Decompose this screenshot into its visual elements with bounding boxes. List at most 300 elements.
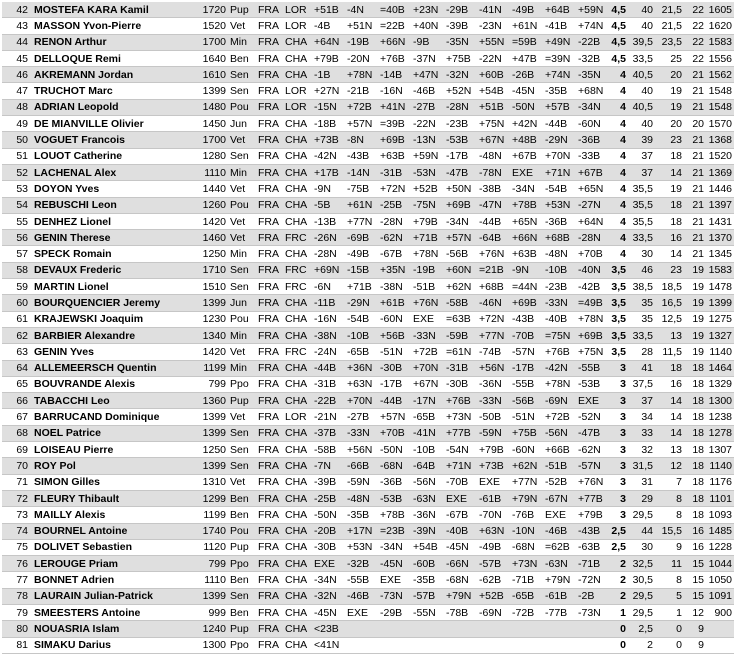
round-result-cell: -48N	[542, 246, 575, 262]
performance-cell: 1329	[706, 376, 734, 392]
round-result-cell: -51N	[509, 409, 542, 425]
round-result-cell: -17B	[509, 360, 542, 376]
tiebreak-1-cell: 29,5	[628, 507, 655, 523]
league-cell: CHA	[283, 637, 311, 653]
table-row	[2, 604, 734, 620]
category-cell: Sen	[228, 425, 256, 441]
round-result-cell: -39B	[443, 18, 476, 34]
rank-cell: 50	[2, 132, 32, 148]
elo-cell: 1450	[200, 116, 228, 132]
round-result-cell: +77B	[443, 425, 476, 441]
elo-cell: 1110	[200, 572, 228, 588]
round-result-cell: -45N	[509, 83, 542, 99]
table-row	[2, 637, 734, 653]
round-result-cell: <23B	[311, 621, 344, 637]
round-result-cell: +66B	[542, 442, 575, 458]
tiebreak-1-cell: 30	[628, 246, 655, 262]
round-result-cell: =22B	[377, 18, 410, 34]
elo-cell: 1399	[200, 83, 228, 99]
player-name-cell: BONNET Adrien	[32, 572, 200, 588]
round-result-cell: -50N	[509, 99, 542, 115]
player-name-cell: GENIN Therese	[32, 230, 200, 246]
round-result-cell: -46N	[476, 295, 509, 311]
points-cell: 1	[608, 604, 628, 620]
round-result-cell: -17B	[377, 376, 410, 392]
round-result-cell: -69N	[542, 393, 575, 409]
round-result-cell: EXE	[377, 572, 410, 588]
round-result-cell: -33N	[410, 327, 443, 343]
round-result-cell: -42N	[542, 360, 575, 376]
round-result-cell: -68N	[377, 458, 410, 474]
round-result-cell: -15N	[311, 99, 344, 115]
round-result-cell: +53N	[344, 539, 377, 555]
round-result-cell: -45N	[443, 539, 476, 555]
points-cell: 3,5	[608, 344, 628, 360]
round-result-cell: -10N	[509, 523, 542, 539]
category-cell: Sen	[228, 148, 256, 164]
points-cell: 4,5	[608, 50, 628, 66]
category-cell: Ben	[228, 50, 256, 66]
table-row	[2, 67, 734, 83]
category-cell: Min	[228, 34, 256, 50]
tiebreak-3-cell: 19	[684, 327, 706, 343]
round-result-cell: -33N	[542, 295, 575, 311]
round-result-cell: +74N	[575, 18, 608, 34]
performance-cell: 1370	[706, 230, 734, 246]
round-result-cell: -57N	[509, 344, 542, 360]
round-result-cell: =21B	[476, 262, 509, 278]
round-result-cell: -44B	[476, 213, 509, 229]
tiebreak-3-cell: 21	[684, 246, 706, 262]
points-cell: 3,5	[608, 279, 628, 295]
table-row	[2, 34, 734, 50]
elo-cell: 1420	[200, 344, 228, 360]
elo-cell: 1310	[200, 474, 228, 490]
elo-cell: 1460	[200, 230, 228, 246]
tiebreak-1-cell: 37,5	[628, 376, 655, 392]
round-result-cell: -47N	[476, 197, 509, 213]
round-result-cell: -37B	[311, 425, 344, 441]
tiebreak-3-cell: 15	[684, 572, 706, 588]
elo-cell: 999	[200, 604, 228, 620]
rank-cell: 48	[2, 99, 32, 115]
round-result-cell: +69B	[443, 197, 476, 213]
round-result-cell: =49B	[575, 295, 608, 311]
round-result-cell: -36B	[377, 474, 410, 490]
round-result-cell: -14B	[377, 67, 410, 83]
round-result-cell: +70B	[575, 246, 608, 262]
round-result-cell: -10B	[344, 327, 377, 343]
table-row	[2, 572, 734, 588]
round-result-cell: -60N	[575, 116, 608, 132]
table-row	[2, 393, 734, 409]
tiebreak-3-cell: 18	[684, 442, 706, 458]
round-result-cell: -40N	[575, 262, 608, 278]
tiebreak-2-cell: 14	[655, 246, 684, 262]
round-result-cell: +67N	[410, 376, 443, 392]
federation-cell: FRA	[256, 409, 283, 425]
tiebreak-1-cell: 33,5	[628, 50, 655, 66]
tiebreak-1-cell: 31	[628, 474, 655, 490]
category-cell: Vet	[228, 132, 256, 148]
round-result-cell: -35B	[344, 507, 377, 523]
table-row	[2, 132, 734, 148]
federation-cell: FRA	[256, 376, 283, 392]
table-row	[2, 83, 734, 99]
round-result-cell: -8N	[344, 132, 377, 148]
points-cell: 4	[608, 116, 628, 132]
round-result-cell: =63B	[443, 311, 476, 327]
round-result-cell: -9B	[410, 34, 443, 50]
tiebreak-2-cell: 11	[655, 556, 684, 572]
league-cell: CHA	[283, 376, 311, 392]
round-result-cell: =59B	[509, 34, 542, 50]
round-result-cell	[575, 621, 608, 637]
tiebreak-1-cell: 29,5	[628, 604, 655, 620]
round-result-cell: -44B	[377, 393, 410, 409]
league-cell: CHA	[283, 572, 311, 588]
performance-cell: 1228	[706, 539, 734, 555]
league-cell: CHA	[283, 132, 311, 148]
round-result-cell: -38N	[377, 279, 410, 295]
tiebreak-1-cell: 31,5	[628, 458, 655, 474]
round-result-cell: -73N	[575, 604, 608, 620]
league-cell: LOR	[283, 83, 311, 99]
tiebreak-1-cell: 29,5	[628, 588, 655, 604]
performance-cell: 900	[706, 604, 734, 620]
federation-cell: FRA	[256, 67, 283, 83]
category-cell: Pou	[228, 523, 256, 539]
tiebreak-1-cell: 39,5	[628, 34, 655, 50]
elo-cell: 1420	[200, 213, 228, 229]
table-row	[2, 490, 734, 506]
tiebreak-2-cell: 5	[655, 588, 684, 604]
tiebreak-3-cell: 22	[684, 50, 706, 66]
round-result-cell: -58B	[311, 442, 344, 458]
round-result-cell: +68N	[575, 83, 608, 99]
table-row	[2, 474, 734, 490]
category-cell: Sen	[228, 442, 256, 458]
category-cell: Jun	[228, 116, 256, 132]
round-result-cell: -68N	[443, 572, 476, 588]
points-cell: 4,5	[608, 34, 628, 50]
round-result-cell: +76N	[410, 295, 443, 311]
performance-cell: 1307	[706, 442, 734, 458]
federation-cell: FRA	[256, 556, 283, 572]
tiebreak-2-cell: 15,5	[655, 523, 684, 539]
player-name-cell: SIMAKU Darius	[32, 637, 200, 653]
round-result-cell: -11B	[311, 295, 344, 311]
tiebreak-1-cell: 35,5	[628, 197, 655, 213]
league-cell: CHA	[283, 246, 311, 262]
round-result-cell: -20N	[344, 50, 377, 66]
standings-table	[2, 2, 734, 654]
performance-cell: 1446	[706, 181, 734, 197]
round-result-cell: -47B	[443, 164, 476, 180]
round-result-cell: -55N	[410, 604, 443, 620]
round-result-cell: +61N	[509, 18, 542, 34]
elo-cell: 1399	[200, 409, 228, 425]
round-result-cell: -48N	[344, 490, 377, 506]
player-name-cell: LEROUGE Priam	[32, 556, 200, 572]
tiebreak-3-cell: 18	[684, 458, 706, 474]
player-name-cell: NOUASRIA Islam	[32, 621, 200, 637]
performance-cell: 1485	[706, 523, 734, 539]
round-result-cell: +55N	[476, 34, 509, 50]
player-name-cell: DE MIANVILLE Olivier	[32, 116, 200, 132]
tiebreak-3-cell: 16	[684, 539, 706, 555]
round-result-cell: -18B	[311, 116, 344, 132]
round-result-cell: +40N	[410, 18, 443, 34]
tiebreak-3-cell: 19	[684, 311, 706, 327]
round-result-cell: EXE	[476, 474, 509, 490]
round-result-cell: +64B	[542, 2, 575, 18]
league-cell: CHA	[283, 442, 311, 458]
table-row	[2, 230, 734, 246]
points-cell: 3	[608, 425, 628, 441]
tiebreak-3-cell: 21	[684, 148, 706, 164]
round-result-cell	[509, 637, 542, 653]
round-result-cell: +64N	[311, 34, 344, 50]
tiebreak-2-cell: 8	[655, 490, 684, 506]
league-cell: CHA	[283, 164, 311, 180]
tiebreak-1-cell: 28	[628, 344, 655, 360]
round-result-cell: -29B	[377, 604, 410, 620]
tiebreak-2-cell: 7	[655, 474, 684, 490]
tiebreak-2-cell: 0	[655, 637, 684, 653]
round-result-cell: +71B	[344, 279, 377, 295]
points-cell: 4	[608, 148, 628, 164]
round-result-cell: -9N	[509, 262, 542, 278]
category-cell: Sen	[228, 67, 256, 83]
rank-cell: 64	[2, 360, 32, 376]
player-name-cell: ROY Pol	[32, 458, 200, 474]
round-result-cell: -31B	[377, 164, 410, 180]
tiebreak-3-cell: 9	[684, 621, 706, 637]
round-result-cell: -56N	[410, 474, 443, 490]
performance-cell: 1275	[706, 311, 734, 327]
points-cell: 0	[608, 621, 628, 637]
round-result-cell: -43B	[575, 523, 608, 539]
round-result-cell: -54B	[344, 311, 377, 327]
round-result-cell	[344, 637, 377, 653]
league-cell: CHA	[283, 327, 311, 343]
tiebreak-1-cell: 35,5	[628, 213, 655, 229]
federation-cell: FRA	[256, 360, 283, 376]
federation-cell: FRA	[256, 50, 283, 66]
tiebreak-3-cell: 12	[684, 604, 706, 620]
performance-cell: 1140	[706, 344, 734, 360]
category-cell: Vet	[228, 409, 256, 425]
federation-cell: FRA	[256, 507, 283, 523]
elo-cell: 1240	[200, 621, 228, 637]
round-result-cell: +17N	[344, 523, 377, 539]
tiebreak-1-cell: 30,5	[628, 572, 655, 588]
round-result-cell: +66N	[509, 230, 542, 246]
round-result-cell: -2B	[575, 588, 608, 604]
round-result-cell: -7N	[311, 458, 344, 474]
federation-cell: FRA	[256, 327, 283, 343]
round-result-cell	[476, 621, 509, 637]
elo-cell: 1610	[200, 67, 228, 83]
table-row	[2, 409, 734, 425]
round-result-cell: -45N	[377, 556, 410, 572]
round-result-cell: -50N	[377, 442, 410, 458]
table-row	[2, 197, 734, 213]
round-result-cell: -49B	[344, 246, 377, 262]
round-result-cell: -32B	[575, 50, 608, 66]
league-cell: CHA	[283, 393, 311, 409]
round-result-cell: -65B	[344, 344, 377, 360]
performance-cell: 1431	[706, 213, 734, 229]
rank-cell: 66	[2, 393, 32, 409]
rank-cell: 54	[2, 197, 32, 213]
round-result-cell: +69N	[311, 262, 344, 278]
league-cell: CHA	[283, 588, 311, 604]
league-cell: FRC	[283, 344, 311, 360]
round-result-cell: -74B	[476, 344, 509, 360]
round-result-cell: -50N	[311, 507, 344, 523]
round-result-cell: +79N	[443, 588, 476, 604]
tiebreak-1-cell: 37	[628, 393, 655, 409]
round-result-cell: -51B	[410, 279, 443, 295]
category-cell: Pup	[228, 2, 256, 18]
points-cell: 3,5	[608, 311, 628, 327]
tiebreak-1-cell: 29	[628, 490, 655, 506]
category-cell: Ben	[228, 490, 256, 506]
round-result-cell: -31B	[443, 360, 476, 376]
round-result-cell: -53B	[443, 132, 476, 148]
round-result-cell: -33B	[575, 148, 608, 164]
round-result-cell: -60N	[377, 311, 410, 327]
round-result-cell: -26B	[509, 67, 542, 83]
tiebreak-1-cell: 2,5	[628, 621, 655, 637]
round-result-cell: -34N	[509, 181, 542, 197]
round-result-cell: -46B	[344, 588, 377, 604]
round-result-cell: +64N	[575, 213, 608, 229]
round-result-cell: -69B	[344, 230, 377, 246]
rank-cell: 60	[2, 295, 32, 311]
league-cell: CHA	[283, 556, 311, 572]
points-cell: 2	[608, 556, 628, 572]
tiebreak-2-cell: 23,5	[655, 34, 684, 50]
round-result-cell: +57N	[344, 116, 377, 132]
federation-cell: FRA	[256, 442, 283, 458]
round-result-cell: +69B	[509, 295, 542, 311]
round-result-cell: -48N	[476, 148, 509, 164]
rank-cell: 46	[2, 67, 32, 83]
points-cell: 4,5	[608, 2, 628, 18]
player-name-cell: TRUCHOT Marc	[32, 83, 200, 99]
rank-cell: 55	[2, 213, 32, 229]
league-cell: LOR	[283, 18, 311, 34]
category-cell: Ppo	[228, 637, 256, 653]
player-name-cell: FLEURY Thibault	[32, 490, 200, 506]
tiebreak-3-cell: 20	[684, 116, 706, 132]
league-cell: FRC	[283, 262, 311, 278]
round-result-cell: +60B	[476, 67, 509, 83]
category-cell: Sen	[228, 458, 256, 474]
round-result-cell: =44N	[509, 279, 542, 295]
round-result-cell: +76B	[443, 393, 476, 409]
round-result-cell: -43B	[509, 311, 542, 327]
points-cell: 3	[608, 490, 628, 506]
elo-cell: 1740	[200, 523, 228, 539]
category-cell: Ben	[228, 572, 256, 588]
player-name-cell: MOSTEFA KARA Kamil	[32, 2, 200, 18]
round-result-cell: -64B	[476, 230, 509, 246]
round-result-cell: +72B	[542, 409, 575, 425]
round-result-cell: +53N	[542, 197, 575, 213]
performance-cell: 1238	[706, 409, 734, 425]
federation-cell: FRA	[256, 474, 283, 490]
tiebreak-2-cell: 14	[655, 409, 684, 425]
round-result-cell: -31B	[311, 376, 344, 392]
round-result-cell: -57B	[410, 588, 443, 604]
tiebreak-3-cell: 21	[684, 181, 706, 197]
round-result-cell: +54B	[410, 539, 443, 555]
table-row	[2, 311, 734, 327]
round-result-cell: -68N	[509, 539, 542, 555]
league-cell: LOR	[283, 99, 311, 115]
rank-cell: 62	[2, 327, 32, 343]
round-result-cell: -58B	[443, 295, 476, 311]
league-cell: LOR	[283, 2, 311, 18]
player-name-cell: SMEESTERS Antoine	[32, 604, 200, 620]
table-row	[2, 262, 734, 278]
round-result-cell: -23B	[542, 279, 575, 295]
round-result-cell: +51B	[476, 99, 509, 115]
round-result-cell: -32B	[344, 556, 377, 572]
points-cell: 2	[608, 572, 628, 588]
round-result-cell: +70N	[542, 148, 575, 164]
performance-cell: 1556	[706, 50, 734, 66]
category-cell: Vet	[228, 213, 256, 229]
round-result-cell: -77B	[542, 604, 575, 620]
round-result-cell: +57B	[542, 99, 575, 115]
tiebreak-2-cell: 18	[655, 197, 684, 213]
elo-cell: 1440	[200, 181, 228, 197]
round-result-cell: -64B	[410, 458, 443, 474]
round-result-cell: -53B	[575, 376, 608, 392]
round-result-cell: EXE	[410, 311, 443, 327]
elo-cell: 1640	[200, 50, 228, 66]
round-result-cell: -39N	[410, 523, 443, 539]
performance-cell: 1091	[706, 588, 734, 604]
round-result-cell: -54N	[443, 442, 476, 458]
rank-cell: 70	[2, 458, 32, 474]
points-cell: 4	[608, 197, 628, 213]
player-name-cell: BARBIER Alexandre	[32, 327, 200, 343]
table-row	[2, 164, 734, 180]
round-result-cell: -19B	[410, 262, 443, 278]
round-result-cell: -32N	[311, 588, 344, 604]
round-result-cell: -44B	[542, 116, 575, 132]
player-name-cell: SIMON Gilles	[32, 474, 200, 490]
round-result-cell: EXE	[311, 556, 344, 572]
player-name-cell: SPECK Romain	[32, 246, 200, 262]
elo-cell: 1250	[200, 246, 228, 262]
category-cell: Vet	[228, 18, 256, 34]
points-cell: 4	[608, 83, 628, 99]
round-result-cell: -36B	[575, 132, 608, 148]
elo-cell: 1399	[200, 588, 228, 604]
category-cell: Sen	[228, 262, 256, 278]
round-result-cell: -59B	[443, 327, 476, 343]
round-result-cell: -16N	[377, 83, 410, 99]
points-cell: 4	[608, 230, 628, 246]
performance-cell: 1464	[706, 360, 734, 376]
